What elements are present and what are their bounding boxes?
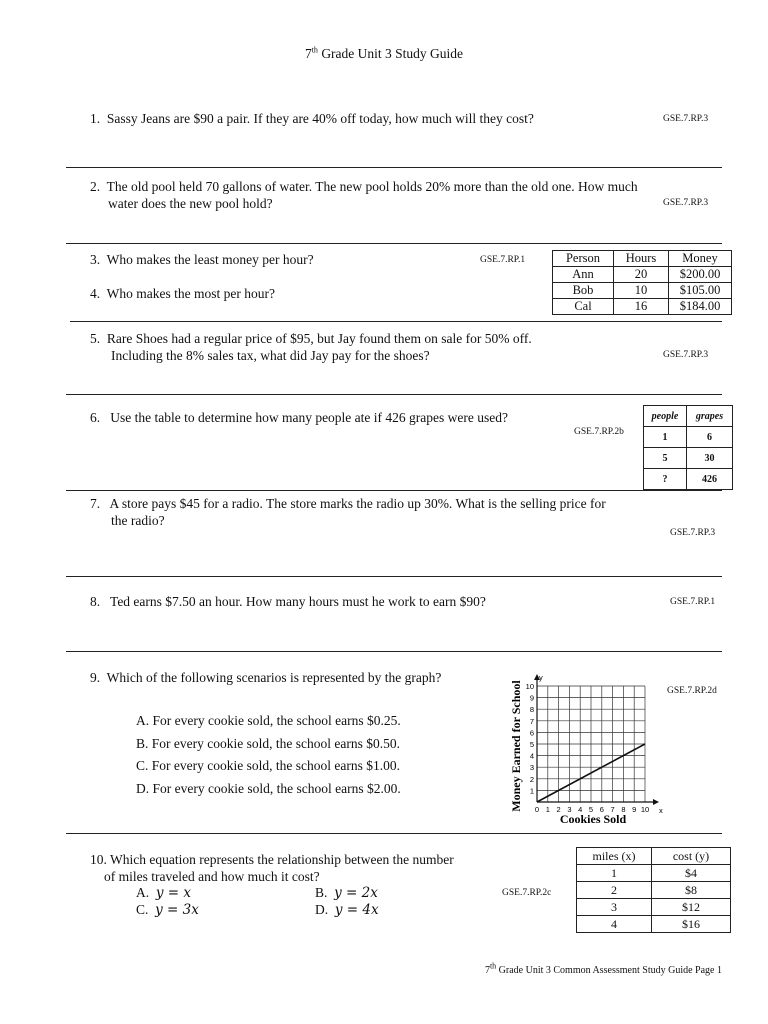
- table-cell: 2: [577, 882, 652, 899]
- question-1: 1. Sassy Jeans are $90 a pair. If they are 40% off today, how much will they cost?: [90, 111, 534, 126]
- q10-option-d: D. y = 4x: [315, 902, 379, 918]
- question-6: 6. Use the table to determine how many people ate if 426 grapes were used?: [90, 410, 508, 425]
- table-header-row: [577, 848, 731, 865]
- table-header-row: [553, 251, 732, 267]
- x-tick-label: 0: [534, 805, 540, 814]
- q10-option-b: B. y = 2x: [315, 885, 378, 901]
- standard-q2: GSE.7.RP.3: [663, 198, 709, 208]
- table-cell: 30: [687, 448, 733, 469]
- standard-q3: GSE.7.RP.1: [480, 255, 526, 265]
- table-cell: 20: [614, 267, 669, 283]
- grapes-table: [643, 405, 733, 490]
- standard-q1: GSE.7.RP.3: [663, 114, 709, 124]
- q10-option-c: C. y = 3x: [136, 902, 199, 918]
- divider: [66, 490, 722, 491]
- table-cell: 1: [577, 865, 652, 882]
- y-axis-letter: y: [539, 673, 543, 682]
- table-row: [644, 427, 733, 448]
- standard-q6: GSE.7.RP.2b: [574, 427, 624, 437]
- x-tick-label: 3: [567, 805, 572, 814]
- y-tick-label: 10: [525, 682, 534, 691]
- divider: [70, 321, 722, 322]
- table-cell: 1: [644, 427, 687, 448]
- table-cell: $8: [652, 882, 731, 899]
- standard-q5: GSE.7.RP.3: [663, 350, 709, 360]
- table-cell: Bob: [553, 283, 614, 299]
- table-cell: 4: [577, 916, 652, 933]
- q10-option-a: A. y = x: [136, 885, 192, 901]
- standard-q8: GSE.7.RP.1: [670, 597, 716, 607]
- divider: [66, 243, 722, 244]
- x-tick-label: 4: [578, 805, 583, 814]
- question-9: 9. Which of the following scenarios is represented by the graph?: [90, 670, 442, 685]
- table-cell: 426: [687, 469, 733, 490]
- table-header: miles (x): [577, 848, 652, 865]
- standard-q10: GSE.7.RP.2c: [502, 888, 552, 898]
- divider: [66, 651, 722, 652]
- x-tick-label: 9: [632, 805, 637, 814]
- x-axis-title: Cookies Sold: [559, 812, 627, 826]
- standard-q7: GSE.7.RP.3: [670, 528, 716, 538]
- miles-cost-table: [576, 847, 731, 933]
- x-tick-label: 8: [621, 805, 626, 814]
- table-header: people: [644, 406, 687, 427]
- table-cell: ?: [644, 469, 687, 490]
- table-row: [577, 882, 731, 899]
- divider: [66, 394, 722, 395]
- table-row: [577, 899, 731, 916]
- question-2: 2. The old pool held 70 gallons of water. The new pool holds 20% more than the old one. How much water does the new pool hold?: [90, 179, 638, 211]
- x-tick-label: 5: [588, 805, 594, 814]
- y-tick-label: 8: [529, 705, 534, 715]
- x-tick-label: 7: [610, 805, 615, 814]
- y-tick-label: 5: [529, 740, 534, 749]
- table-header: Hours: [614, 251, 669, 267]
- table-header: Person: [553, 251, 614, 267]
- question-10: 10. Which equation represents the relationship between the number of miles traveled and how much it cost?: [90, 852, 454, 884]
- table-header: grapes: [687, 406, 733, 427]
- table-row: [644, 469, 733, 490]
- option-a: A. For every cookie sold, the school earns $0.25.: [136, 713, 401, 728]
- question-7: 7. A store pays $45 for a radio. The store marks the radio up 30%. What is the selling price for the radio?: [90, 496, 606, 528]
- option-b: B. For every cookie sold, the school earns $0.50.: [136, 735, 400, 751]
- table-cell: $105.00: [669, 283, 732, 299]
- y-tick-label: 9: [529, 693, 534, 703]
- table-cell: 5: [644, 448, 687, 469]
- standard-q9: GSE.7.RP.2d: [667, 686, 717, 696]
- table-header: Money: [669, 251, 732, 267]
- x-tick-label: 1: [545, 805, 550, 814]
- table-row: [553, 299, 732, 315]
- table-row: [577, 916, 731, 933]
- question-4: 4. Who makes the most per hour?: [90, 286, 275, 301]
- page-footer: 7th Grade Unit 3 Common Assessment Study Guide Page 1: [484, 961, 722, 976]
- y-tick-label: 3: [529, 763, 534, 773]
- question-8: 8. Ted earns $7.50 an hour. How many hours must he work to earn $90?: [90, 594, 486, 609]
- y-tick-label: 2: [529, 774, 534, 784]
- y-tick-label: 4: [529, 751, 534, 761]
- y-tick-label: 7: [529, 716, 534, 726]
- table-row: [644, 448, 733, 469]
- x-tick-label: 6: [599, 805, 604, 814]
- x-axis-letter: x: [659, 806, 663, 815]
- table-header: cost (y): [652, 848, 731, 865]
- page-title: 7th Grade Unit 3 Study Guide: [304, 45, 464, 61]
- table-cell: 6: [687, 427, 733, 448]
- question-5: 5. Rare Shoes had a regular price of $95, but Jay found them on sale for 50% off. Including the 8% sales tax, what did Jay pay for the shoes?: [90, 331, 532, 363]
- question-3: 3. Who makes the least money per hour?: [90, 252, 314, 267]
- table-cell: 16: [614, 299, 669, 315]
- table-cell: $184.00: [669, 299, 732, 315]
- divider: [66, 833, 722, 834]
- option-c: C. For every cookie sold, the school earns $1.00.: [136, 758, 400, 773]
- x-tick-label: 2: [556, 805, 561, 814]
- y-axis-title: Money Earned for School: [509, 680, 523, 812]
- y-tick-label: 1: [529, 786, 534, 796]
- option-d: D. For every cookie sold, the school earns $2.00.: [136, 780, 401, 796]
- table-cell: $200.00: [669, 267, 732, 283]
- table-cell: Cal: [553, 299, 614, 315]
- table-cell: $12: [652, 899, 731, 916]
- table-row: [553, 283, 732, 299]
- table-row: [577, 865, 731, 882]
- table-cell: 10: [614, 283, 669, 299]
- table-cell: $4: [652, 865, 731, 882]
- hours-money-table: [552, 250, 732, 315]
- x-tick-label: 10: [640, 805, 650, 814]
- divider: [66, 167, 722, 168]
- cookies-graph: [505, 668, 665, 830]
- table-header-row: [644, 406, 733, 427]
- x-axis-arrow: [653, 799, 659, 805]
- table-row: [553, 267, 732, 283]
- q9-options: [136, 710, 401, 800]
- table-cell: $16: [652, 916, 731, 933]
- y-tick-label: 6: [529, 728, 534, 738]
- table-cell: Ann: [553, 267, 614, 283]
- divider: [66, 576, 722, 577]
- table-cell: 3: [577, 899, 652, 916]
